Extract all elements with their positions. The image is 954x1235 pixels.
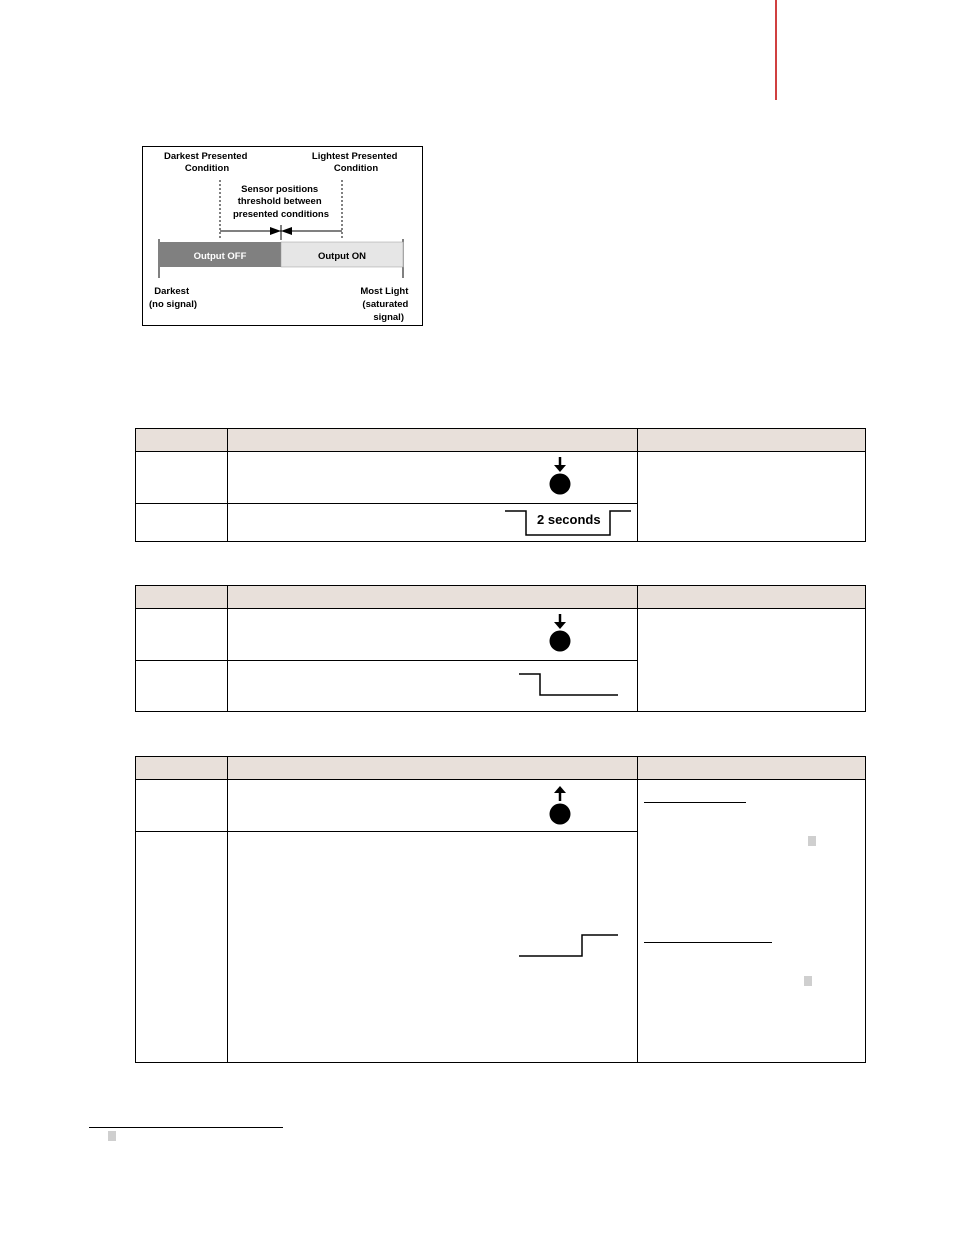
- button-release-icon: [548, 784, 572, 826]
- step-up-timing-icon: [518, 932, 622, 960]
- step-down-timing-icon: [518, 671, 622, 699]
- most-light-label: Most Light (saturated signal): [360, 286, 409, 323]
- table-row: [136, 780, 866, 832]
- small-marker-2: [804, 976, 812, 986]
- table-header: [136, 586, 866, 609]
- small-marker-1: [808, 836, 816, 846]
- table-header: [136, 429, 866, 452]
- button-press-icon: [548, 613, 572, 653]
- button-press-icon: [548, 456, 572, 496]
- threshold-diagram: [142, 146, 423, 326]
- table-row: [136, 452, 866, 504]
- darkest-label: Darkest (no signal): [148, 286, 198, 310]
- threshold-note: Sensor positions threshold between presented conditions: [232, 184, 330, 220]
- seconds-label: 2 seconds: [537, 512, 601, 527]
- table-row: [136, 609, 866, 661]
- footnote-rule: [89, 1127, 283, 1128]
- underline-rule-2: [644, 942, 772, 943]
- procedure-table-3: [135, 756, 866, 1063]
- procedure-table-2: [135, 585, 866, 712]
- table-header: [136, 757, 866, 780]
- underline-rule-1: [644, 802, 746, 803]
- lightest-presented-label: Lightest Presented Condition: [311, 151, 398, 174]
- procedure-table-1: [135, 428, 866, 542]
- output-off-label: Output OFF: [193, 251, 247, 262]
- footnote-marker: [108, 1131, 116, 1141]
- darkest-presented-label: Darkest Presented Condition: [163, 151, 248, 174]
- output-on-label: Output ON: [317, 251, 367, 262]
